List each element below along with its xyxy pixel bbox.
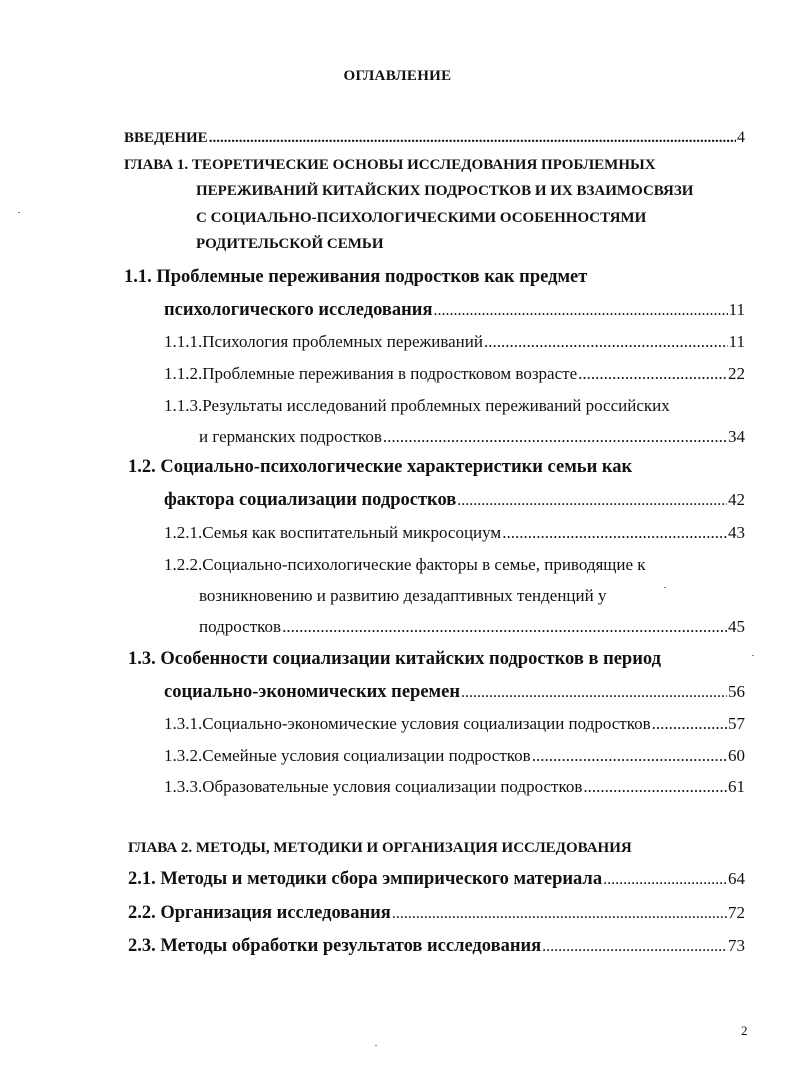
toc-entry-page: 60 — [728, 746, 745, 765]
toc-entry-page: 34 — [728, 427, 745, 446]
toc-entry-page: 43 — [728, 523, 745, 542]
chapter1-heading-line3: С СОЦИАЛЬНО-ПСИХОЛОГИЧЕСКИМИ ОСОБЕННОСТЯМИ — [196, 210, 647, 226]
page-number: 2 — [741, 1023, 748, 1038]
dot-leader — [532, 746, 727, 766]
toc-entry-2-1[interactable] — [128, 869, 745, 890]
toc-entry-1-2-1[interactable] — [164, 523, 745, 543]
toc-entry-label: фактора социализации подростков — [164, 490, 457, 510]
section-1-3-line1: 1.3. Особенности социализации китайских подростков в период — [128, 649, 661, 669]
toc-entry-1-1-3-line1: 1.1.3.Результаты исследований проблемных переживаний российских — [164, 396, 670, 415]
toc-entry-page: 4 — [737, 129, 745, 146]
dot-leader — [484, 332, 728, 352]
section-1-2-line1: 1.2. Социально-психологические характеристики семьи как — [128, 457, 633, 477]
toc-entry-label: ВВЕДЕНИЕ — [124, 130, 208, 146]
dot-leader — [383, 427, 727, 447]
dot-leader — [652, 714, 727, 734]
toc-entry-label: 1.3.3.Образовательные условия социализации подростков — [164, 777, 583, 796]
dot-leader — [502, 523, 727, 543]
chapter2-heading: ГЛАВА 2. МЕТОДЫ, МЕТОДИКИ И ОРГАНИЗАЦИЯ ИССЛЕДОВАНИЯ — [128, 840, 632, 856]
dot-leader — [461, 684, 727, 702]
toc-entry-2-2[interactable] — [128, 903, 745, 924]
toc-entry-label: 2.3. Методы обработки результатов исследования — [128, 936, 542, 956]
toc-entry-1-2-2-line2: возникновению и развитию дезадаптивных тенденций у — [199, 586, 607, 605]
toc-entry-page: 45 — [728, 617, 745, 636]
toc-entry-page: 61 — [728, 777, 745, 796]
chapter1-heading-line2: ПЕРЕЖИВАНИЙ КИТАЙСКИХ ПОДРОСТКОВ И ИХ ВЗАИМОСВЯЗИ — [196, 183, 694, 199]
toc-entry-label: 1.1.2.Проблемные переживания в подростковом возрасте — [164, 364, 578, 383]
dot-leader — [603, 871, 727, 889]
toc-entry-page: 72 — [728, 903, 745, 922]
toc-entry-1-3-1[interactable] — [164, 714, 745, 734]
dot-leader — [433, 302, 727, 320]
scan-speck — [375, 1045, 377, 1046]
toc-title: ОГЛАВЛЕНИЕ — [343, 68, 452, 84]
toc-entry-label: социально-экономических перемен — [164, 682, 461, 702]
toc-entry-label: и германских подростков — [199, 427, 382, 446]
chapter1-heading-line1: ГЛАВА 1. ТЕОРЕТИЧЕСКИЕ ОСНОВЫ ИССЛЕДОВАНИЯ ПРОБЛЕМНЫХ — [124, 157, 656, 173]
toc-entry-page: 57 — [728, 714, 745, 733]
toc-entry-2-3[interactable] — [128, 936, 745, 957]
toc-entry-intro[interactable] — [124, 129, 745, 147]
toc-entry-1-1-3[interactable] — [199, 427, 745, 447]
toc-entry-1-1-1[interactable] — [164, 332, 745, 352]
dot-leader — [583, 777, 727, 797]
chapter1-heading-line4: РОДИТЕЛЬСКОЙ СЕМЬИ — [196, 236, 384, 252]
scan-speck — [18, 212, 20, 213]
toc-entry-page: 56 — [728, 682, 745, 701]
toc-entry-page: 11 — [728, 332, 745, 351]
toc-entry-label: 2.2. Организация исследования — [128, 903, 391, 923]
toc-entry-label: 1.3.2.Семейные условия социализации подростков — [164, 746, 531, 765]
toc-entry-page: 42 — [728, 490, 745, 509]
toc-entry-1-1-2[interactable] — [164, 364, 745, 384]
section-1-1-line1: 1.1. Проблемные переживания подростков как предмет — [124, 267, 588, 287]
toc-entry-1-2-2-line1: 1.2.2.Социально-психологические факторы в семье, приводящие к — [164, 555, 646, 574]
dot-leader — [392, 905, 727, 923]
toc-entry-page: 11 — [728, 300, 745, 319]
toc-entry-1-1[interactable] — [164, 300, 745, 321]
dot-leader — [578, 364, 727, 384]
toc-entry-1-2[interactable] — [164, 490, 745, 511]
toc-entry-label: 1.2.1.Семья как воспитательный микросоциум — [164, 523, 502, 542]
dot-leader — [209, 130, 736, 147]
dot-leader — [282, 617, 727, 637]
scan-speck — [752, 655, 754, 656]
toc-entry-page: 22 — [728, 364, 745, 383]
toc-entry-1-3-2[interactable] — [164, 746, 745, 766]
dot-leader — [542, 938, 727, 956]
toc-entry-label: 1.1.1.Психология проблемных переживаний — [164, 332, 483, 351]
toc-entry-page: 73 — [728, 936, 745, 955]
toc-entry-1-3[interactable] — [164, 682, 745, 703]
scan-speck — [664, 587, 666, 588]
toc-entry-1-3-3[interactable] — [164, 777, 745, 797]
dot-leader — [457, 492, 727, 510]
toc-entry-label: 2.1. Методы и методики сбора эмпирического материала — [128, 869, 603, 889]
toc-entry-label: психологического исследования — [164, 300, 433, 320]
toc-entry-page: 64 — [728, 869, 745, 888]
toc-entry-label: 1.3.1.Социально-экономические условия социализации подростков — [164, 714, 651, 733]
toc-entry-label: подростков — [199, 617, 282, 636]
toc-entry-1-2-2[interactable] — [199, 617, 745, 637]
